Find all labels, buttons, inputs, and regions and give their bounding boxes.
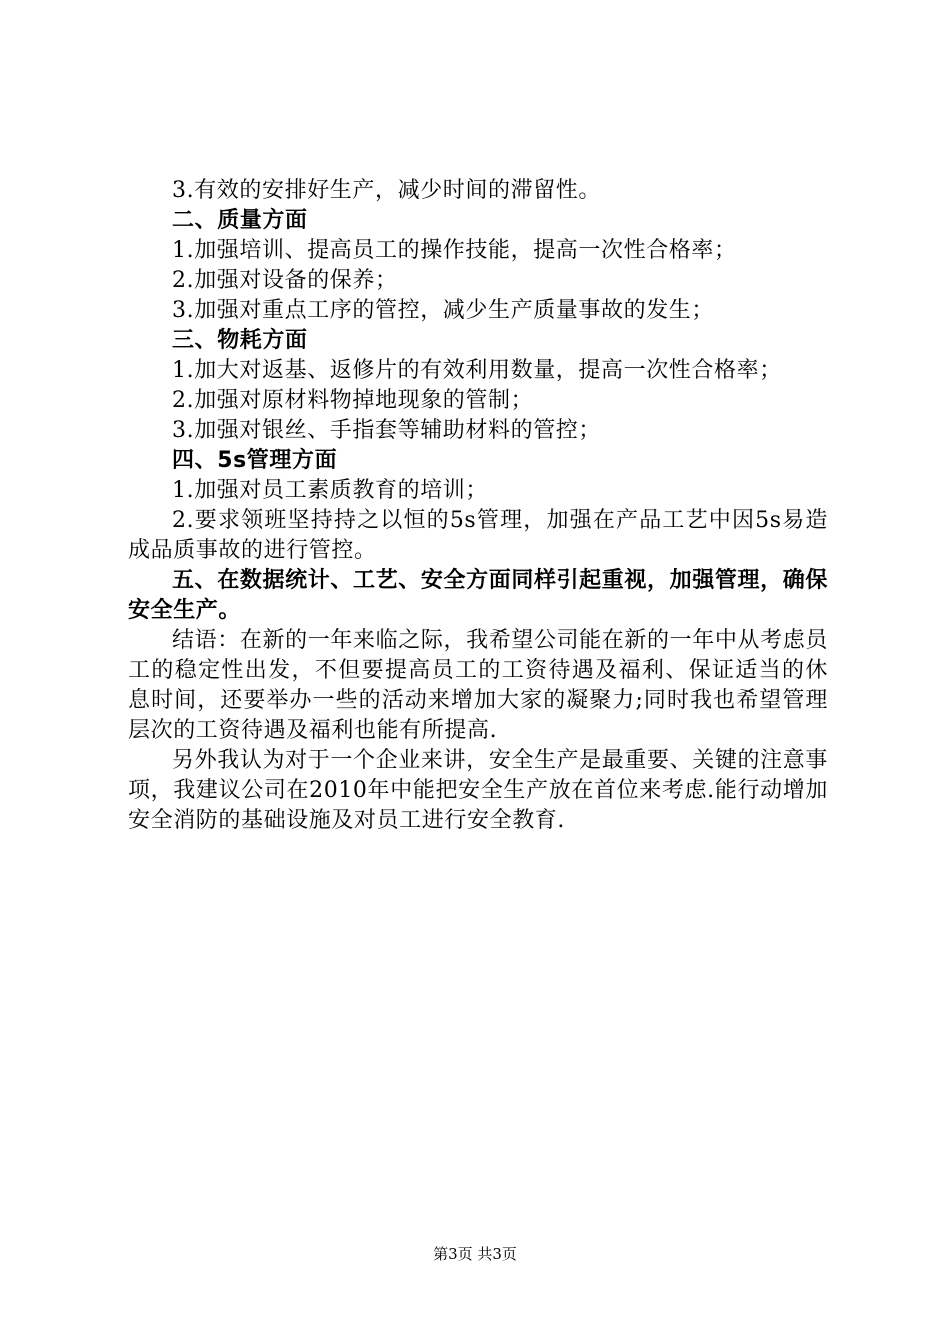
paragraph-material-2: 2.加强对原材料物掉地现象的管制； bbox=[172, 388, 534, 413]
paragraph-material-3: 3.加强对银丝、手指套等辅助材料的管控； bbox=[172, 418, 601, 443]
document-body bbox=[128, 176, 828, 836]
heading-quality: 二、质量方面 bbox=[172, 208, 308, 233]
paragraph-5s-2: 2.要求领班坚持持之以恒的5s管理，加强在产品工艺中因5s易造成品质事故的进行管控。 bbox=[128, 508, 828, 563]
paragraph-material-1: 1.加大对返基、返修片的有效利用数量，提高一次性合格率； bbox=[172, 358, 782, 383]
paragraph-5s-1: 1.加强对员工素质教育的培训； bbox=[172, 478, 488, 503]
paragraph-safety-suggestion: 另外我认为对于一个企业来讲，安全生产是最重要、关键的注意事项，我建议公司在2010年中能把安全生产放在首位来考虑.能行动增加安全消防的基础设施及对员工进行安全教育. bbox=[128, 748, 828, 833]
paragraph-quality-3: 3.加强对重点工序的管控，减少生产质量事故的发生； bbox=[172, 298, 714, 323]
paragraph-quality-1: 1.加强培训、提高员工的操作技能，提高一次性合格率； bbox=[172, 238, 737, 263]
heading-material-consumption: 三、物耗方面 bbox=[172, 328, 308, 353]
heading-data-safety: 五、在数据统计、工艺、安全方面同样引起重视，加强管理，确保安全生产。 bbox=[128, 568, 828, 623]
page-footer: 第3页 共3页 bbox=[433, 1245, 517, 1263]
heading-5s-management: 四、5s管理方面 bbox=[172, 448, 338, 473]
paragraph-production-3: 3.有效的安排好生产，减少时间的滞留性。 bbox=[172, 178, 601, 203]
paragraph-conclusion: 结语：在新的一年来临之际，我希望公司能在新的一年中从考虑员工的稳定性出发，不但要提高员工的工资待遇及福利、保证适当的休息时间，还要举办一些的活动来增加大家的凝聚力;同时我也希望管理层次的工资待遇及福利也能有所提高. bbox=[128, 628, 828, 743]
paragraph-quality-2: 2.加强对设备的保养； bbox=[172, 268, 398, 293]
